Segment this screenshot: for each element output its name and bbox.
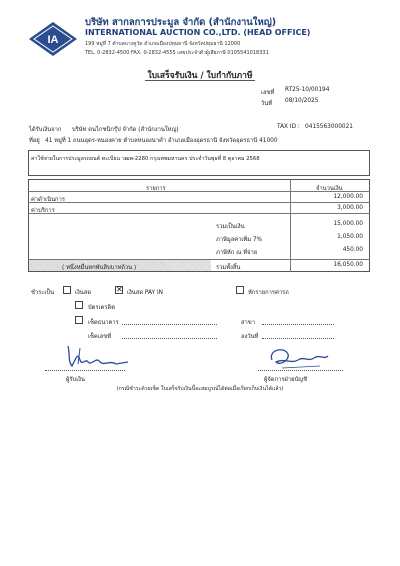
bank-cheque-checkbox[interactable]	[75, 316, 83, 324]
pay-in-label: เงินสด PAY IN	[127, 290, 163, 296]
cheque-date-line	[262, 338, 334, 339]
subtotal-value: 15,000.00	[333, 221, 363, 227]
authorized-label: ผู้จัดการฝ่ายบัญชี	[264, 377, 308, 383]
row2-divider	[28, 213, 370, 214]
header-item: รายการ	[146, 186, 166, 192]
doc-date: 08/10/2025	[285, 98, 319, 104]
vat-label: ภาษีมูลค่าเพิ่ม 7%	[216, 237, 263, 243]
row-amount: 12,000.00	[333, 194, 363, 200]
row-amount: 3,000.00	[337, 205, 363, 211]
authorized-sign-line	[258, 370, 343, 371]
customer-name: บริษัท ดนไกชนิกรุ๊ป จำกัด (สำนักงานใหญ่)	[72, 127, 179, 133]
payment-for-box	[28, 150, 370, 176]
company-logo	[27, 20, 79, 58]
cash-checkbox[interactable]	[63, 286, 71, 294]
cheque-date-label: ลงวันที่	[241, 334, 259, 340]
wht-label: ภาษีหัก ณ ที่จ่าย	[216, 250, 258, 256]
document-title: ใบเสร็จรับเงิน / ใบกำกับภาษี	[147, 71, 253, 81]
tax-id: 0415563000021	[305, 124, 353, 130]
grand-total-value: 16,050.00	[333, 262, 363, 268]
title-underline	[145, 80, 255, 81]
company-address: 199 หมู่ที่ 7 ตำบลบางคูวัด อำเภอเมืองปทุมธานี จังหวัดปทุมธานี 12000	[85, 41, 241, 47]
row-item: ค่าบริการ	[31, 208, 55, 214]
header-amount: จำนวนเงิน	[316, 186, 343, 192]
payment-for-text: ค่าใช้จ่ายในการประมูลรถยนต์ ทะเบียน วฒพ-2280 กรุงเทพมหานคร ประจำวันพุธที่ 8 ตุลาคม 2568	[31, 156, 260, 162]
credit-card-label: บัตรเครดิต	[88, 305, 116, 311]
authorized-signature	[262, 342, 332, 372]
cheque-no-label: เช็คเลขที่	[88, 334, 112, 340]
withholding-label: หักรายการค่ารถ	[248, 290, 289, 296]
doc-number-label: เลขที่	[261, 90, 275, 96]
cash-label: เงินสด	[75, 290, 92, 296]
receiver-sign-line	[45, 370, 125, 371]
address-label: ที่อยู่	[29, 138, 40, 144]
company-name-th: บริษัท สากลการประมูล จำกัด (สำนักงานใหญ่)	[85, 17, 277, 28]
grand-total-label: รวมทั้งสิ้น	[216, 265, 241, 271]
row-item: ค่าดำเนินการ	[31, 197, 65, 203]
customer-address: 41 หมู่ที่ 1 ถนนอุดร-หนองคาย ตำบลหนองนาคำ อำเภอเมืองอุดรธานี จังหวัดอุดรธานี 41000	[45, 138, 278, 144]
doc-date-label: วันที่	[261, 101, 273, 107]
credit-card-checkbox[interactable]	[75, 301, 83, 309]
row1-divider	[28, 202, 370, 203]
company-contact: TEL. 0-2832-4500 FAX. 0-2832-4555 เลขประจำตัวผู้เสียภาษี 0105541018331	[85, 50, 269, 56]
cheque-no-line	[122, 338, 217, 339]
doc-number: RT25-10/00194	[285, 87, 330, 93]
wht-value: 450.00	[342, 247, 363, 253]
branch-line	[262, 324, 334, 325]
receiver-label: ผู้รับเงิน	[66, 377, 85, 383]
pay-in-checkbox[interactable]	[115, 286, 123, 294]
branch-label: สาขา	[241, 320, 256, 326]
footer-note: (กรณีชำระด้วยเช็ค ใบเสร็จรับเงินนี้จะสมบูรณ์ได้ต่อเมื่อเรียกเก็บเงินได้แล้ว)	[116, 386, 284, 392]
received-from-label: ได้รับเงินจาก	[29, 127, 62, 133]
receiver-signature	[62, 340, 132, 370]
paid-by-label: ชำระเป็น	[31, 290, 55, 296]
subtotal-label: รวมเป็นเงิน	[216, 224, 245, 230]
withholding-checkbox[interactable]	[236, 286, 244, 294]
company-name-en: INTERNATIONAL AUCTION CO.,LTD. (HEAD OFFICE)	[85, 28, 311, 37]
logo-text: IA	[47, 34, 59, 46]
tax-id-label: TAX ID :	[277, 124, 300, 130]
amount-in-words: ( หนึ่งหมื่นหกพันสิบบาทถ้วน )	[62, 265, 137, 271]
bank-line	[122, 324, 217, 325]
vat-value: 1,050.00	[337, 234, 363, 240]
bank-cheque-label: เช็คธนาคาร	[88, 320, 119, 326]
